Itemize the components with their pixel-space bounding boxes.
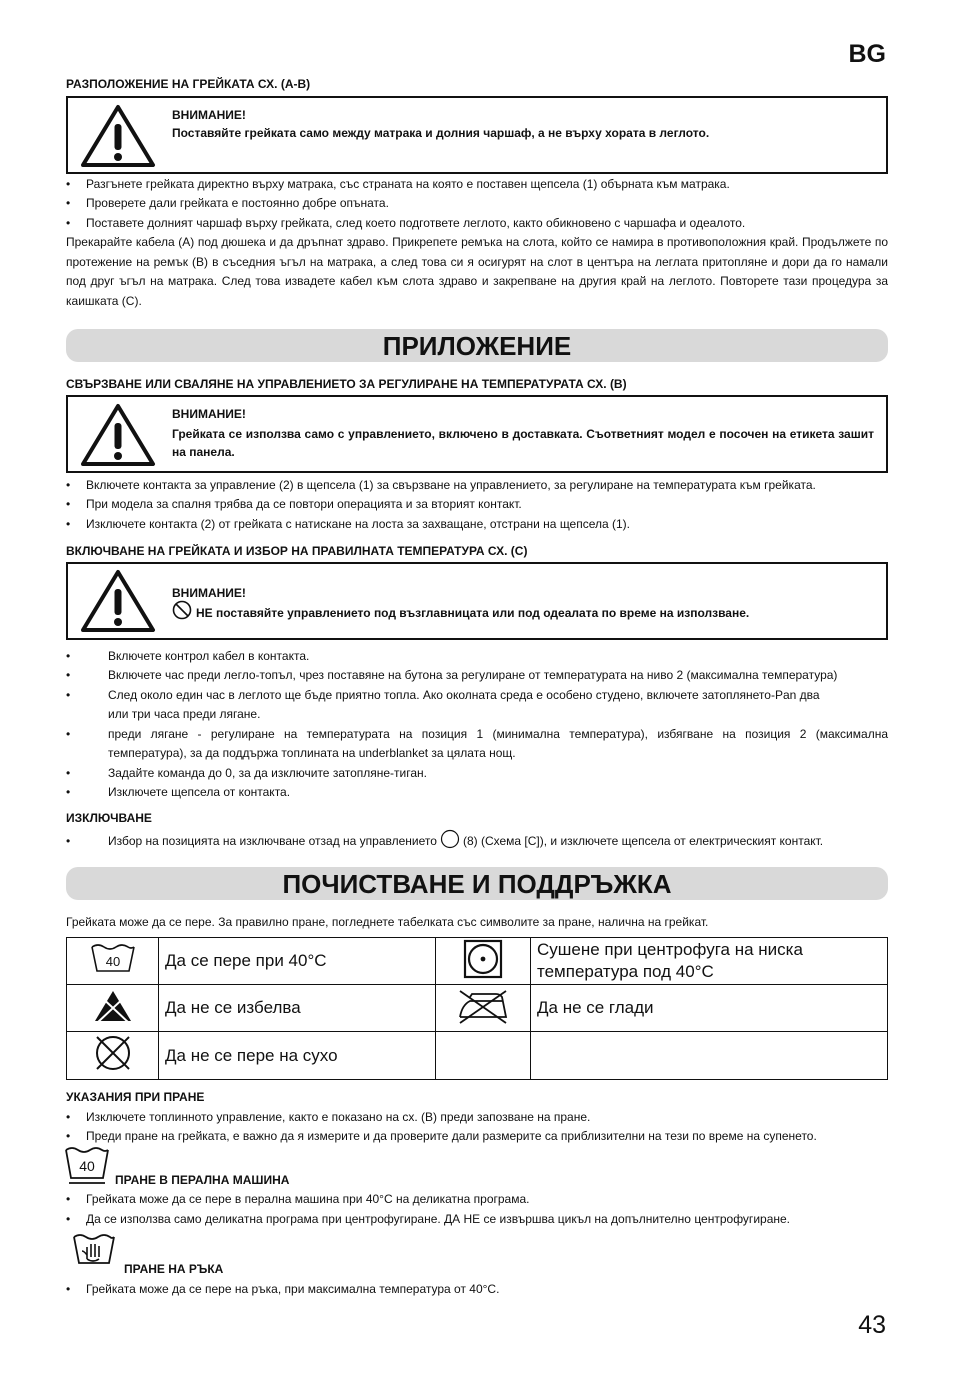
list-item: Разгънете грейката директно върху матрака, със страната на която е поставен щепсела (1) обърната към матрака. (86, 177, 730, 191)
section-band-cleaning: ПОЧИСТВАНЕ И ПОДДРЪЖКА (66, 867, 888, 900)
list-item-continued: или три часа преди лягане. (108, 707, 261, 721)
list-item: Изключете контакта (2) от грейката с натискане на лоста за захващане, отстрани на щепсела (1). (86, 517, 631, 531)
warning-triangle-icon (80, 403, 156, 467)
cleaning-intro: Грейката може да се пере. За правилно пране, погледнете табелката със символите за пране, налична на грейкат. (66, 915, 709, 929)
list-item-continued: температура), за да поддържа топлината на underblanket за цялата нощ. (108, 746, 516, 760)
bullet-dot: • (66, 649, 71, 663)
list-item: След около един час в леглото ще бъде приятно топла. Ако околната среда е особено студено, включете затоплянето-Pan два (108, 688, 820, 702)
warning-body: Поставяйте грейката само между матрака и долния чаршаф, а не върху хората в леглото. (172, 126, 710, 140)
list-item: Грейката може да се пере в перална машина при 40°C на деликатна програма. (86, 1192, 530, 1206)
subheading-machine-wash: ПРАНЕ В ПЕРАЛНА МАШИНА (115, 1173, 290, 1187)
bullet-dot: • (66, 1212, 71, 1226)
bullet-dot: • (66, 1282, 71, 1296)
bullet-dot: • (66, 517, 71, 531)
warning-triangle-icon (80, 569, 156, 633)
warning-box-pillow (66, 562, 888, 640)
machine-wash-number: 40 (79, 1158, 95, 1174)
care-label: температура под 40°C (537, 962, 714, 981)
language-code: BG (848, 40, 886, 68)
bullet-dot: • (66, 478, 71, 492)
switch-off-text-end: (8) (Схема [C]), и изключете щепсела от електрическият контакт. (462, 834, 824, 848)
bullet-dot: • (66, 216, 71, 230)
list-item: Да се използва само деликатна програма при центрофугиране. ДА НЕ се извършва цикъл на допълнително центрофугиране. (86, 1212, 790, 1226)
list-item: Изключете щепсела от контакта. (108, 785, 291, 799)
bullet-dot: • (66, 727, 71, 741)
list-item: Поставете долният чаршаф върху грейката, след което подгответе леглото, както обикновено с чаршафа и одеалото. (86, 216, 746, 230)
section-band-application: ПРИЛОЖЕНИЕ (66, 329, 888, 362)
prohibited-icon (172, 600, 192, 620)
bullet-dot: • (66, 766, 71, 780)
bullet-dot: • (66, 785, 71, 799)
warning-box-placement (66, 96, 888, 174)
bullet-dot: • (66, 1192, 71, 1206)
warning-title: ВНИМАНИЕ! (172, 108, 246, 122)
list-item: преди лягане - регулиране на температурата на позиция 1 (минимална температура), избягване на позиция 2 (максимална (108, 727, 888, 741)
care-symbols-table (66, 937, 888, 1080)
warning-body: Грейката се използва само с управлението, включено в доставката. Съответният модел е посочен на етикета зашит на панела. (172, 427, 874, 459)
no-dry-clean-icon (92, 1032, 134, 1074)
list-item: Преди пране на грейката, е важно да я измерите и да проверите дали размерите са приблизителни на тези по време на супенето. (86, 1129, 817, 1143)
section-heading-placement: РАЗПОЛОЖЕНИЕ НА ГРЕЙКАТА СХ. (A-B) (66, 77, 311, 91)
subheading-hand-wash: ПРАНЕ НА РЪКА (124, 1262, 224, 1276)
off-position-circle-icon (440, 829, 460, 849)
care-label: Да не се избелва (159, 985, 436, 1032)
care-label: Да не се глади (531, 985, 888, 1032)
list-item: Проверете дали грейката е постоянно добре опъната. (86, 196, 389, 210)
hand-wash-icon (72, 1233, 116, 1269)
list-item: Включете контрол кабел в контакта. (108, 649, 310, 663)
bullet-dot: • (66, 668, 71, 682)
bullet-dot: • (66, 196, 71, 210)
subheading-switch-off: ИЗКЛЮЧВАНЕ (66, 811, 152, 825)
wash-40-icon (89, 942, 137, 976)
bullet-dot: • (66, 688, 71, 702)
machine-wash-40-icon (64, 1146, 110, 1186)
switch-off-text-start: Избор на позицията на изключване отзад на управлението (108, 834, 437, 848)
warning-body: НЕ поставяйте управлението под възглавницата или под одеалата по време на използване. (196, 606, 750, 620)
table-row (67, 938, 888, 985)
table-row (67, 985, 888, 1032)
list-item: Включете контакта за управление (2) в щепсела (1) за свързване на управлението, за регулиране на температурата към грейката. (86, 478, 816, 492)
list-item: Задайте команда до 0, за да изключите затопляне-тиган. (108, 766, 428, 780)
no-bleach-icon (91, 987, 135, 1025)
bullet-dot: • (66, 497, 71, 511)
tumble-dry-low-icon (463, 939, 503, 979)
section-heading-switch-on: ВКЛЮЧВАНЕ НА ГРЕЙКАТА И ИЗБОР НА ПРАВИЛНАТА ТЕМПЕРАТУРА СХ. (C) (66, 544, 528, 558)
section-heading-connect-control: СВЪРЗВАНЕ ИЛИ СВАЛЯНЕ НА УПРАВЛЕНИЕТО ЗА РЕГУЛИРАНЕ НА ТЕМПЕРАТУРАТА СХ. (B) (66, 377, 627, 391)
bullet-dot: • (66, 834, 71, 848)
warning-title: ВНИМАНИЕ! (172, 407, 246, 421)
page-number: 43 (858, 1311, 886, 1339)
subheading-washing-instructions: УКАЗАНИЯ ПРИ ПРАНЕ (66, 1090, 205, 1104)
paragraph-placement-instructions: Прекарайте кабела (A) под дюшека и да дръпнат здраво. Прикрепете ремъка на слота, който се намира в противоположния край. Продължете по протежение на ремък (B) в съседния ъгъл на матрака, а след това си я осигурят на слот в центъра на леглата притопляне и дори да го намали под друг ъгъл на матрака. След това извадете кабел към слота здраво и закрепване на другия край на леглото. Повторете тази процедура за каишката (C). (66, 235, 888, 308)
care-label: Да не се пере на сухо (159, 1032, 436, 1080)
wash-40-number: 40 (105, 953, 120, 969)
list-item: Грейката може да се пере на ръка, при максимална температура от 40°C. (86, 1282, 500, 1296)
bullet-dot: • (66, 177, 71, 191)
no-iron-icon (454, 987, 512, 1025)
warning-box-control (66, 395, 888, 473)
care-label: Да се пере при 40°C (159, 938, 436, 985)
table-row (67, 1032, 888, 1080)
list-item: При модела за спалня трябва да се повтори операцията и за вторият контакт. (86, 497, 522, 511)
bullet-dot: • (66, 1110, 71, 1124)
warning-title: ВНИМАНИЕ! (172, 586, 246, 600)
list-item: Изключете топлинното управление, както е показано на сх. (B) преди запозване на пране. (86, 1110, 591, 1124)
care-label: Сушене при центрофуга на ниска (537, 940, 803, 959)
bullet-dot: • (66, 1129, 71, 1143)
warning-triangle-icon (80, 104, 156, 168)
list-item: Включете час преди легло-топъл, чрез поставяне на бутона за регулиране от температурата на ниво 2 (максимална температура) (108, 668, 838, 682)
